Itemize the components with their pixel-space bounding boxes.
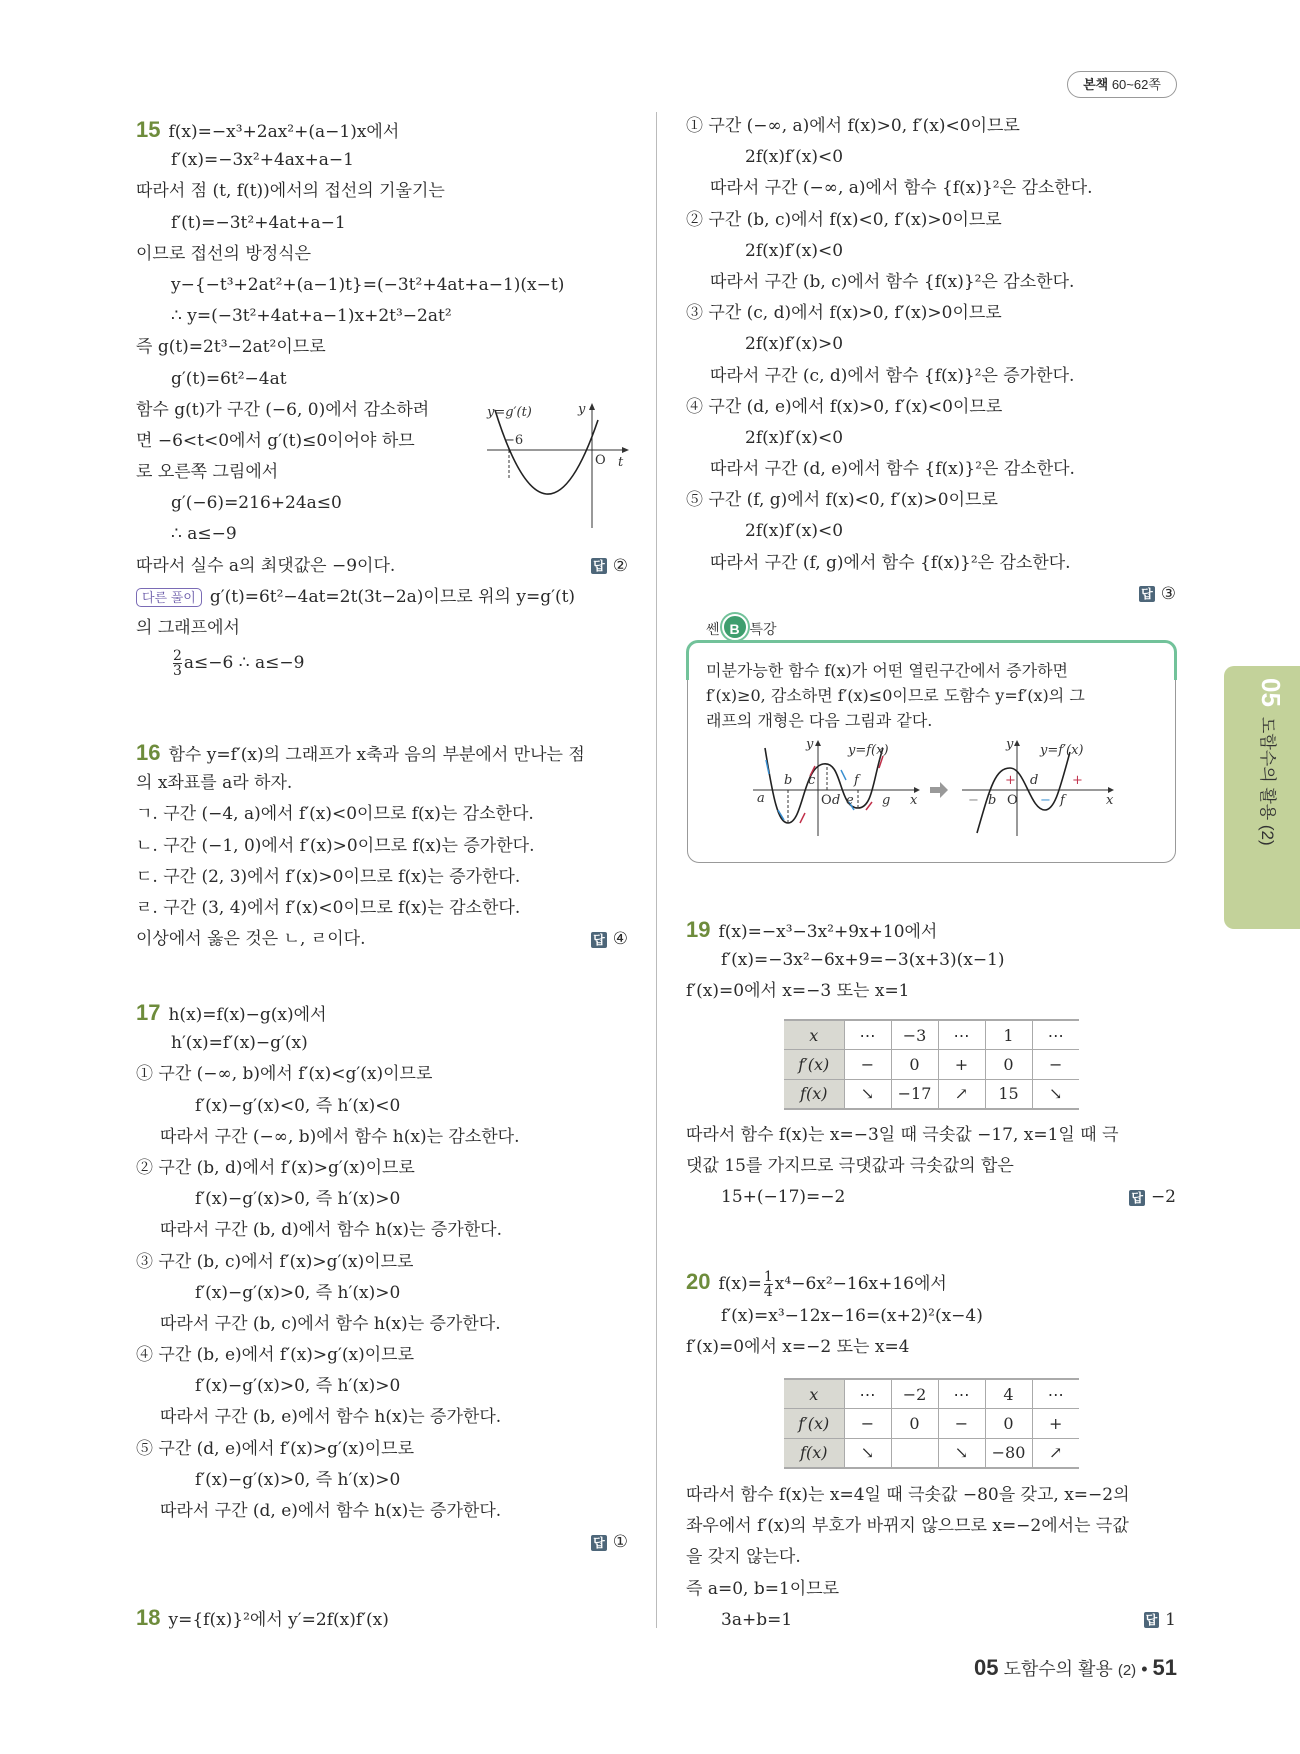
line-text: f′(t)=−3t²+4at+a−1 bbox=[171, 212, 346, 233]
text-line bbox=[136, 737, 628, 768]
line-text: 따라서 함수 f(x)는 x=−3일 때 극솟값 −17, x=1일 때 극 bbox=[686, 1125, 1119, 1145]
table-cell: ⋯ bbox=[1032, 1379, 1079, 1409]
text-line bbox=[136, 1496, 628, 1527]
footer-chapter: 05 bbox=[973, 1655, 999, 1680]
text-line bbox=[686, 516, 1176, 547]
answer bbox=[1129, 1182, 1176, 1213]
text-line bbox=[136, 924, 628, 955]
line-text: 면 −6<t<0에서 g′(t)≤0이어야 하므 bbox=[136, 430, 415, 451]
line-text: 3a+b=1 bbox=[721, 1609, 793, 1630]
text-line bbox=[686, 914, 1176, 945]
table-cell: f′(x) bbox=[784, 1050, 844, 1080]
line-text: 따라서 구간 (d, e)에서 함수 h(x)는 증가한다. bbox=[160, 1501, 502, 1521]
line-text: y={f(x)}²에서 y′=2f(x)f′(x) bbox=[168, 1610, 389, 1630]
text-line bbox=[686, 267, 1176, 298]
line-text: x⁴−6x²−16x+16에서 bbox=[774, 1274, 947, 1294]
answer-value: ④ bbox=[612, 929, 628, 950]
text-line bbox=[136, 1602, 628, 1633]
line-text: f(x)=−x³−3x²+9x+10에서 bbox=[718, 922, 938, 942]
line-text: 따라서 구간 (b, d)에서 함수 h(x)는 증가한다. bbox=[160, 1220, 502, 1241]
table-cell: ⋯ bbox=[844, 1020, 891, 1050]
x-label: x bbox=[1106, 793, 1114, 808]
numerator: 2 bbox=[173, 648, 182, 665]
graph-label: y=f(x) bbox=[848, 743, 889, 758]
text-line bbox=[136, 176, 628, 207]
tip-line: f′(x)≥0, 감소하면 f′(x)≤0이므로 도함수 y=f′(x)의 그 bbox=[706, 686, 1085, 705]
problem-number: 15 bbox=[136, 117, 161, 142]
line-text: 이상에서 옳은 것은 ㄴ, ㄹ이다. bbox=[136, 929, 366, 950]
text-line bbox=[136, 1402, 628, 1433]
text-line bbox=[686, 142, 1176, 173]
table-cell: ↗ bbox=[1032, 1438, 1079, 1468]
text-line bbox=[136, 1122, 628, 1153]
problem-20-conclusion bbox=[686, 1480, 1176, 1636]
text-line bbox=[136, 270, 628, 301]
problem-20 bbox=[686, 1263, 1176, 1363]
t-axis-arrow bbox=[622, 447, 629, 453]
line-text: 따라서 함수 f(x)는 x=4일 때 극솟값 −80을 갖고, x=−2의 bbox=[686, 1485, 1130, 1505]
text-line bbox=[686, 111, 1176, 142]
answer-value: ③ bbox=[1160, 583, 1176, 604]
numerator: 1 bbox=[763, 1269, 773, 1285]
denominator: 4 bbox=[763, 1284, 773, 1300]
table-cell: − bbox=[938, 1409, 985, 1439]
text-line bbox=[686, 329, 1176, 360]
table-cell: f′(x) bbox=[784, 1409, 844, 1439]
right-arrow-icon bbox=[930, 782, 950, 798]
table-cell: − bbox=[1032, 1050, 1079, 1080]
table-cell: ↘ bbox=[938, 1438, 985, 1468]
answer bbox=[591, 1527, 628, 1558]
text-line bbox=[136, 551, 628, 582]
problem-number: 16 bbox=[136, 740, 161, 765]
text-line bbox=[686, 548, 1176, 579]
text-line bbox=[136, 1215, 628, 1246]
minus-sign: − bbox=[1040, 793, 1051, 808]
f-prime-graph bbox=[960, 738, 1120, 838]
origin: O bbox=[821, 793, 832, 808]
text-line bbox=[686, 1511, 1176, 1542]
text-line bbox=[136, 1434, 628, 1465]
answer-value: 1 bbox=[1165, 1609, 1176, 1630]
line-text: ③ 구간 (b, c)에서 f′(x)>g′(x)이므로 bbox=[136, 1251, 414, 1272]
point-f: f bbox=[854, 773, 859, 788]
text-line bbox=[686, 1480, 1176, 1511]
line-text: ② 구간 (b, c)에서 f(x)<0, f′(x)>0이므로 bbox=[686, 209, 1002, 230]
line-text: ㄷ. 구간 (2, 3)에서 f′(x)>0이므로 f(x)는 증가한다. bbox=[136, 866, 521, 887]
line-text: f′(x)=0에서 x=−3 또는 x=1 bbox=[686, 981, 910, 1002]
line-text: 2f(x)f′(x)<0 bbox=[745, 147, 844, 168]
text-line bbox=[136, 582, 628, 613]
line-text: 따라서 실수 a의 최댓값은 −9이다. bbox=[136, 555, 396, 576]
tip-box bbox=[687, 641, 1176, 863]
text-line bbox=[686, 423, 1176, 454]
logo-b-icon: B bbox=[722, 614, 748, 640]
tip-text bbox=[706, 658, 1085, 733]
alternative-solution-badge: 다른 풀이 bbox=[136, 588, 202, 607]
table-cell: 0 bbox=[891, 1409, 938, 1439]
answer-label: 답 bbox=[1141, 587, 1153, 602]
point-f: f bbox=[1060, 793, 1065, 808]
text-line bbox=[136, 1340, 628, 1371]
line-text: f(x)= bbox=[718, 1274, 762, 1294]
line-text: g′(−6)=216+24a≤0 bbox=[171, 493, 342, 514]
table-cell: f(x) bbox=[784, 1079, 844, 1109]
text-line bbox=[686, 1332, 1176, 1363]
text-line bbox=[136, 364, 628, 395]
table-cell: + bbox=[1032, 1409, 1079, 1439]
answer bbox=[1139, 579, 1176, 610]
problem-number: 19 bbox=[686, 917, 711, 942]
text-line bbox=[136, 332, 628, 363]
text-line bbox=[686, 173, 1176, 204]
point-d: d bbox=[1030, 773, 1039, 788]
line-text: 2f(x)f′(x)<0 bbox=[745, 521, 844, 542]
column-divider bbox=[656, 112, 657, 1628]
line-text: f′(x)=−3x²−6x+9=−3(x+3)(x−1) bbox=[721, 950, 1005, 971]
answer-label: 답 bbox=[593, 1535, 605, 1550]
answer bbox=[1144, 1605, 1176, 1636]
line-text: f′(x)−g′(x)<0, 즉 h′(x)<0 bbox=[195, 1095, 401, 1116]
text-line bbox=[686, 236, 1176, 267]
line-text: f′(x)=0에서 x=−2 또는 x=4 bbox=[686, 1337, 910, 1358]
line-text: 댓값 15를 가지므로 극댓값과 극솟값의 합은 bbox=[686, 1156, 1014, 1177]
text-line bbox=[136, 114, 628, 145]
text-line bbox=[686, 1151, 1176, 1182]
line-text: y−{−t³+2at²+(a−1)t}=(−3t²+4at+a−1)(x−t) bbox=[171, 274, 565, 295]
line-text: f′(x)−g′(x)>0, 즉 h′(x)>0 bbox=[195, 1282, 401, 1303]
problem-number: 18 bbox=[136, 1605, 161, 1630]
table-cell: + bbox=[938, 1050, 985, 1080]
text-line bbox=[136, 644, 628, 682]
minus-sign: − bbox=[968, 793, 979, 808]
line-text: f′(x)−g′(x)>0, 즉 h′(x)>0 bbox=[195, 1189, 401, 1210]
decrease-arrow bbox=[841, 770, 846, 780]
text-line bbox=[136, 1465, 628, 1496]
logo-text: 쎈 bbox=[706, 621, 720, 637]
badge-label: 본책 bbox=[1083, 77, 1109, 92]
plus-sign: + bbox=[1072, 773, 1083, 788]
line-text: ① 구간 (−∞, b)에서 f′(x)<g′(x)이므로 bbox=[136, 1064, 433, 1085]
badge-range: 60~62쪽 bbox=[1111, 77, 1161, 92]
line-text: 을 갖지 않는다. bbox=[686, 1547, 801, 1568]
text-line bbox=[136, 1028, 628, 1059]
answer bbox=[591, 924, 628, 955]
plus-sign: + bbox=[1005, 773, 1016, 788]
answer-value: ① bbox=[612, 1532, 628, 1553]
text-line bbox=[136, 1309, 628, 1340]
table-row bbox=[784, 1379, 1079, 1409]
line-text: f′(x)−g′(x)>0, 즉 h′(x)>0 bbox=[195, 1469, 401, 1490]
text-line bbox=[686, 976, 1176, 1007]
text-line bbox=[136, 862, 628, 893]
table-cell: ⋯ bbox=[938, 1020, 985, 1050]
text-line bbox=[686, 298, 1176, 329]
text-line bbox=[136, 1153, 628, 1184]
table-cell: 0 bbox=[891, 1050, 938, 1080]
answer-label: 답 bbox=[593, 932, 605, 947]
line-text: 따라서 점 (t, f(t))에서의 접선의 기울기는 bbox=[136, 181, 445, 202]
answer-value: −2 bbox=[1150, 1187, 1176, 1208]
text-line bbox=[136, 613, 628, 644]
line-text: ∴ a≤−9 bbox=[171, 524, 237, 545]
table-cell: −80 bbox=[985, 1438, 1032, 1468]
line-text: 따라서 구간 (−∞, b)에서 함수 h(x)는 감소한다. bbox=[160, 1126, 520, 1147]
line-text: g′(t)=6t²−4at bbox=[171, 368, 287, 389]
line-text: f′(x)−g′(x)>0, 즉 h′(x)>0 bbox=[195, 1376, 401, 1397]
chapter-side-tab[interactable] bbox=[1224, 666, 1300, 929]
text-line bbox=[136, 208, 628, 239]
page-number: 51 bbox=[1152, 1655, 1177, 1680]
text-line bbox=[136, 1371, 628, 1402]
text-line bbox=[686, 1574, 1176, 1605]
table-cell: ↘ bbox=[1032, 1079, 1079, 1109]
line-text: 함수 g(t)가 구간 (−6, 0)에서 감소하려 bbox=[136, 399, 430, 420]
chapter-title: 도함수의 활용 (2) bbox=[1258, 716, 1277, 846]
line-text: 즉 g(t)=2t³−2at²이므로 bbox=[136, 337, 326, 358]
problem-18-continued bbox=[686, 111, 1176, 610]
answer-label: 답 bbox=[1145, 1613, 1158, 1628]
origin: O bbox=[1007, 793, 1018, 808]
answer-value: ② bbox=[612, 555, 628, 576]
fraction bbox=[173, 649, 182, 678]
table-cell: ⋯ bbox=[844, 1379, 891, 1409]
page-footer bbox=[974, 1655, 1177, 1681]
text-line bbox=[686, 1182, 1176, 1213]
text-line bbox=[136, 1059, 628, 1090]
tip-title: 특강 bbox=[749, 621, 777, 637]
text-line bbox=[686, 361, 1176, 392]
table-cell: f(x) bbox=[784, 1438, 844, 1468]
line-text: 2f(x)f′(x)>0 bbox=[745, 334, 844, 355]
text-line bbox=[136, 1184, 628, 1215]
table-cell: ↘ bbox=[844, 1079, 891, 1109]
line-text: h′(x)=f′(x)−g′(x) bbox=[171, 1033, 308, 1054]
line-text: ㄹ. 구간 (3, 4)에서 f′(x)<0이므로 f(x)는 감소한다. bbox=[136, 897, 521, 918]
f-curve bbox=[765, 748, 883, 823]
table-cell bbox=[891, 1438, 938, 1468]
problem-number: 17 bbox=[136, 1000, 161, 1025]
tick-minus-6: −6 bbox=[504, 433, 524, 448]
line-text: 따라서 구간 (b, c)에서 함수 {f(x)}²은 감소한다. bbox=[710, 271, 1075, 292]
table-row bbox=[784, 1409, 1079, 1439]
line-text: 즉 a=0, b=1이므로 bbox=[686, 1578, 840, 1599]
text-line bbox=[686, 205, 1176, 236]
point-b: b bbox=[784, 773, 793, 788]
y-label: y bbox=[578, 402, 586, 417]
increase-arrow bbox=[800, 813, 805, 823]
y-label: y bbox=[1006, 738, 1014, 752]
table-cell: x bbox=[784, 1379, 844, 1409]
line-text: 따라서 구간 (c, d)에서 함수 {f(x)}²은 증가한다. bbox=[710, 365, 1075, 386]
table-row bbox=[784, 1020, 1079, 1050]
graph-label: y=f′(x) bbox=[1040, 743, 1084, 758]
tip-line: 래프의 개형은 다음 그림과 같다. bbox=[706, 711, 933, 730]
line-text: ∴ y=(−3t²+4at+a−1)x+2t³−2at² bbox=[171, 306, 452, 327]
point-g: g bbox=[882, 793, 891, 808]
chapter-number: 05 bbox=[1256, 678, 1286, 707]
line-text: 따라서 구간 (d, e)에서 함수 {f(x)}²은 감소한다. bbox=[710, 459, 1075, 480]
tip-header bbox=[706, 614, 777, 640]
line-text: ④ 구간 (d, e)에서 f(x)>0, f′(x)<0이므로 bbox=[686, 396, 1003, 417]
table-row bbox=[784, 1438, 1079, 1468]
text-line bbox=[686, 392, 1176, 423]
text-line bbox=[686, 945, 1176, 976]
problem-18 bbox=[136, 1602, 628, 1633]
tip-line: 미분가능한 함수 f(x)가 어떤 열린구간에서 증가하면 bbox=[706, 661, 1068, 680]
point-e: e bbox=[846, 793, 854, 808]
line-text: 2f(x)f′(x)<0 bbox=[745, 240, 844, 261]
line-text: 2f(x)f′(x)<0 bbox=[745, 427, 844, 448]
table-cell: −2 bbox=[891, 1379, 938, 1409]
variation-table-20 bbox=[784, 1378, 1079, 1469]
text-line bbox=[136, 1247, 628, 1278]
line-text: ㄱ. 구간 (−4, a)에서 f′(x)<0이므로 f(x)는 감소한다. bbox=[136, 804, 534, 825]
line-text: a≤−6 ∴ a≤−9 bbox=[183, 653, 305, 674]
point-d: d bbox=[832, 793, 841, 808]
table-cell: 4 bbox=[985, 1379, 1032, 1409]
problem-19 bbox=[686, 914, 1176, 1008]
text-line bbox=[686, 485, 1176, 516]
text-line bbox=[136, 1091, 628, 1122]
text-line bbox=[136, 301, 628, 332]
line-text: ⑤ 구간 (f, g)에서 f(x)<0, f′(x)>0이므로 bbox=[686, 490, 998, 511]
text-line bbox=[136, 1278, 628, 1309]
line-text: 15+(−17)=−2 bbox=[721, 1187, 846, 1208]
line-text: ⑤ 구간 (d, e)에서 f′(x)>g′(x)이므로 bbox=[136, 1438, 415, 1459]
problem-17 bbox=[136, 997, 628, 1558]
line-text: ④ 구간 (b, e)에서 f′(x)>g′(x)이므로 bbox=[136, 1345, 415, 1366]
point-b: b bbox=[988, 793, 997, 808]
text-line bbox=[686, 1605, 1176, 1636]
y-label: y bbox=[806, 738, 814, 752]
footer-dot: • bbox=[1141, 1659, 1148, 1679]
line-text: 이므로 접선의 방정식은 bbox=[136, 243, 312, 264]
table-cell: −17 bbox=[891, 1079, 938, 1109]
line-text: ② 구간 (b, d)에서 f′(x)>g′(x)이므로 bbox=[136, 1157, 415, 1178]
table-cell: x bbox=[784, 1020, 844, 1050]
line-text: 함수 y=f′(x)의 그래프가 x축과 음의 부분에서 만나는 점 bbox=[168, 745, 585, 765]
text-line bbox=[136, 893, 628, 924]
table-cell: − bbox=[844, 1050, 891, 1080]
origin-label: O bbox=[595, 453, 606, 468]
y-axis-arrow bbox=[589, 403, 595, 410]
denominator: 3 bbox=[173, 663, 182, 680]
graph-label: y=g′(t) bbox=[487, 405, 532, 420]
table-cell: − bbox=[844, 1409, 891, 1439]
point-a: a bbox=[757, 791, 765, 806]
g-prime-graph bbox=[482, 398, 632, 533]
line-text: 로 오른쪽 그림에서 bbox=[136, 462, 279, 483]
f-graph bbox=[748, 738, 923, 838]
table-cell: ⋯ bbox=[938, 1379, 985, 1409]
variation-table-19 bbox=[784, 1019, 1079, 1110]
table-cell: 0 bbox=[985, 1409, 1032, 1439]
textbook-page-reference bbox=[1067, 71, 1177, 98]
line-text: g′(t)=6t²−4at=2t(3t−2a)이므로 위의 y=g′(t) bbox=[209, 586, 576, 607]
t-label: t bbox=[618, 455, 624, 470]
text-line bbox=[136, 997, 628, 1028]
point-c: c bbox=[808, 773, 816, 788]
text-line bbox=[136, 831, 628, 862]
line-text: 따라서 구간 (b, e)에서 함수 h(x)는 증가한다. bbox=[160, 1407, 502, 1428]
line-text: f′(x)=x³−12x−16=(x+2)²(x−4) bbox=[721, 1306, 983, 1326]
line-text: 따라서 구간 (b, c)에서 함수 h(x)는 증가한다. bbox=[160, 1313, 501, 1334]
text-line bbox=[686, 579, 1176, 610]
fraction bbox=[764, 1270, 773, 1299]
line-text: 따라서 구간 (−∞, a)에서 함수 {f(x)}²은 감소한다. bbox=[710, 178, 1093, 199]
line-text: h(x)=f(x)−g(x)에서 bbox=[168, 1005, 327, 1025]
line-text: 의 x좌표를 a라 하자. bbox=[136, 773, 293, 794]
footer-sub: (2) bbox=[1117, 1662, 1137, 1679]
text-line bbox=[686, 1301, 1176, 1332]
text-line bbox=[686, 1263, 1176, 1301]
text-line bbox=[686, 454, 1176, 485]
text-line bbox=[136, 145, 628, 176]
line-text: 따라서 구간 (f, g)에서 함수 {f(x)}²은 감소한다. bbox=[710, 552, 1071, 573]
table-cell: 1 bbox=[985, 1020, 1032, 1050]
table-cell: 15 bbox=[985, 1079, 1032, 1109]
text-line bbox=[136, 1527, 628, 1558]
table-row bbox=[784, 1050, 1079, 1080]
table-cell: 0 bbox=[985, 1050, 1032, 1080]
footer-title: 도함수의 활용 bbox=[1003, 1659, 1113, 1679]
line-text: ㄴ. 구간 (−1, 0)에서 f′(x)>0이므로 f(x)는 증가한다. bbox=[136, 835, 535, 856]
text-line bbox=[686, 1120, 1176, 1151]
answer-label: 답 bbox=[593, 559, 605, 574]
parabola-curve bbox=[495, 410, 598, 494]
answer bbox=[591, 551, 628, 582]
answer-label: 답 bbox=[1131, 1190, 1143, 1205]
table-row bbox=[784, 1079, 1079, 1109]
line-text: f′(x)=−3x²+4ax+a−1 bbox=[171, 150, 354, 171]
line-text: 좌우에서 f′(x)의 부호가 바뀌지 않으므로 x=−2에서는 극값 bbox=[686, 1516, 1129, 1537]
problem-16 bbox=[136, 737, 628, 955]
table-cell: ↗ bbox=[938, 1079, 985, 1109]
text-line bbox=[686, 1542, 1176, 1573]
text-line bbox=[136, 799, 628, 830]
line-text: ① 구간 (−∞, a)에서 f(x)>0, f′(x)<0이므로 bbox=[686, 116, 1020, 136]
table-cell: −3 bbox=[891, 1020, 938, 1050]
table-cell: ↘ bbox=[844, 1438, 891, 1468]
text-line bbox=[136, 239, 628, 270]
problem-19-conclusion bbox=[686, 1120, 1176, 1214]
table-cell: ⋯ bbox=[1032, 1020, 1079, 1050]
problem-number: 20 bbox=[686, 1269, 711, 1294]
line-text: ③ 구간 (c, d)에서 f(x)>0, f′(x)>0이므로 bbox=[686, 303, 1002, 324]
text-line bbox=[136, 768, 628, 799]
x-label: x bbox=[910, 793, 918, 808]
line-text: f(x)=−x³+2ax²+(a−1)x에서 bbox=[168, 122, 400, 142]
line-text: 의 그래프에서 bbox=[136, 618, 240, 638]
